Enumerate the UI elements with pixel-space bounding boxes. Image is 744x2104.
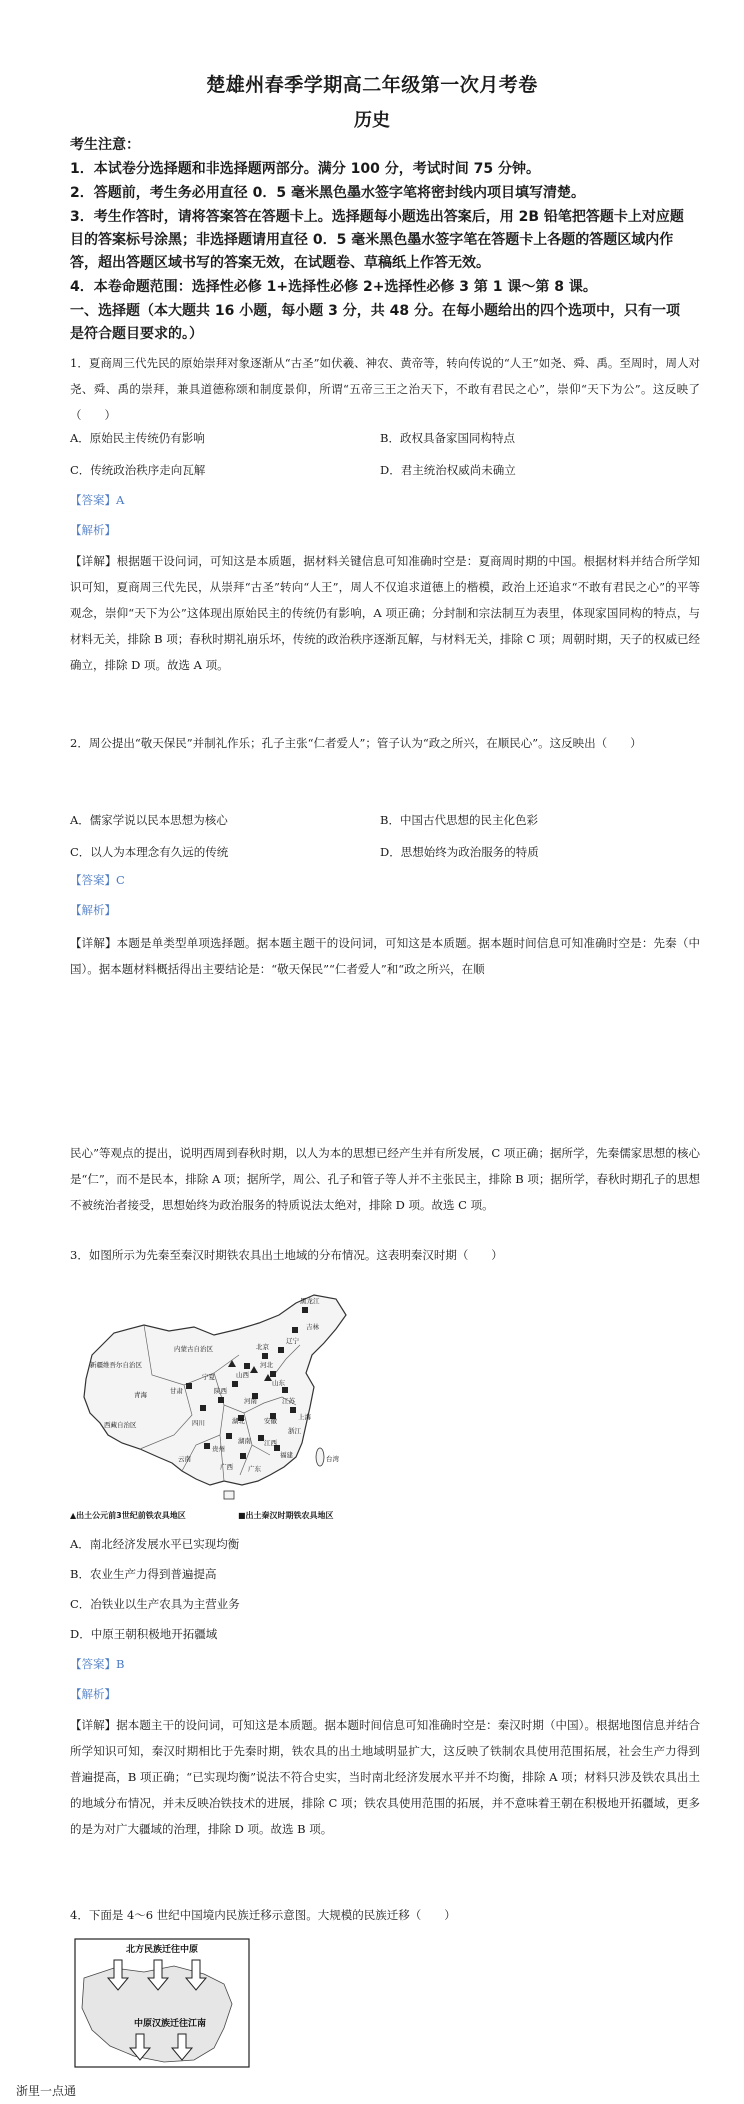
q4-stem: 4．下面是 4～6 世纪中国境内民族迁移示意图。大规模的民族迁移（ ） (70, 1908, 456, 1922)
q1-detail: 【详解】根据题干设问词，可知这是本质题，据材料关键信息可知准确时空是：夏商周时期的中国。根据材料并结合所学知识可知，夏商周三代先民，从崇拜“古圣”转向“人王”，周人不仅追求道德上的楷模，政治上还追求“不敢有君民之心”的平等观念，崇仰“天下为公”这体现出原始民主的传统仍有影响，A 项正确；分封制和宗法制互为表里，体现家国同构的特点，与材料无关，排除 B 项；春秋时期礼崩乐坏，传统的政治秩序逐渐瓦解，与材料无关，排除 C 项；周朝时期，天子的权威已经确立，排除 D 项。故选 A 项。 (70, 554, 700, 672)
map-label-yunnan: 云南 (178, 1455, 191, 1463)
q1-option-c: C．传统政治秩序走向瓦解 (70, 463, 206, 477)
q2-option-c: C．以人为本理念有久远的传统 (70, 845, 229, 859)
q2-detail: 【详解】本题是单类型单项选择题。据本题主题干的设问词，可知这是本质题。据本题时间信息可知准确时空是：先秦（中国）。据本题材料概括得出主要结论是：“敬天保民”“仁者爱人”和“政之所兴，在顺 (70, 936, 700, 976)
q3-option-c: C．冶铁业以生产农具为主营业务 (70, 1597, 240, 1611)
map-label-gansu: 甘肃 (170, 1387, 183, 1395)
q3-analysis: 【解析】 (70, 1687, 116, 1701)
map-legend-bc: ▲出土公元前3世纪前铁农具地区 (70, 1511, 186, 1520)
q3-detail: 【详解】据本题主干的设问词，可知这是本质题。据本题时间信息可知准确时空是：秦汉时期（中国）。根据地图信息并结合所学知识可知，秦汉时期相比于先秦时期，铁农具的出土地域明显扩大，这反映了铁制农具使用范围拓展，社会生产力得到普遍提高，B 项正确；“已实现均衡”说法不符合史实，当时南北经济发展水平并不均衡，排除 A 项；材料只涉及铁农具出土的地域分布情况，并未反映冶铁技术的进展，排除 C 项；铁农具使用范围的拓展，并不意味着王朝在积极地开拓疆域，更多的是为对广大疆域的治理，排除 D 项。故选 B 项。 (70, 1718, 700, 1836)
q2-answer: 【答案】C (70, 873, 125, 887)
q1-answer: 【答案】A (70, 493, 125, 507)
notice-item-1: 1．本试卷分选择题和非选择题两部分。满分 100 分，考试时间 75 分钟。 (70, 161, 540, 177)
map-label-ningxia: 宁夏 (202, 1373, 215, 1381)
map-label-henan: 河南 (244, 1397, 257, 1405)
china-map-figure (74, 1285, 374, 1505)
map-label-jiangxi: 江西 (264, 1439, 277, 1447)
map-label-jilin: 吉林 (306, 1323, 319, 1331)
map-label-heilongjiang: 黑龙江 (300, 1297, 320, 1305)
notice-item-3: 3．考生作答时，请将答案答在答题卡上。选择题每小题选出答案后，用 2B 铅笔把答题卡上对应题目的答案标号涂黑；非选择题请用直径 0．5 毫米黑色墨水签字笔在答题卡上各题的答题区域内作答，超出答题区域书写的答案无效，在试题卷、草稿纸上作答无效。 (70, 209, 684, 271)
map-label-jiangsu: 江苏 (282, 1397, 295, 1405)
notice-item-4: 4．本卷命题范围：选择性必修 1+选择性必修 2+选择性必修 3 第 1 课～第 8 课。 (70, 279, 597, 295)
map-label-taiwan: 台湾 (326, 1455, 339, 1463)
q3-answer: 【答案】B (70, 1657, 125, 1671)
map-label-guizhou: 贵州 (212, 1445, 225, 1453)
map-label-shanxi: 山西 (236, 1371, 249, 1379)
map-label-hebei: 河北 (260, 1361, 273, 1369)
q1-option-d: D．君主统治权威尚未确立 (380, 463, 516, 477)
map-label-anhui: 安徽 (264, 1417, 277, 1425)
migration-map-figure (74, 1938, 250, 2068)
q2-detail-continued: 民心”等观点的提出，说明西周到春秋时期，以人为本的思想已经产生并有所发展，C 项正确；据所学，先秦儒家思想的核心是“仁”，而不是民本，排除 A 项；据所学，周公、孔子和管子等人并不主张民主，排除 B 项；据所学，春秋时期孔子的思想不被统治者接受，思想始终为政治服务的特质说法太绝对，排除 D 项。故选 C 项。 (70, 1146, 700, 1212)
q3-stem: 3．如图所示为先秦至秦汉时期铁农具出土地域的分布情况。这表明秦汉时期（ ） (70, 1248, 503, 1262)
migration-label-south: 中原汉族迁往江南 (133, 2019, 207, 2029)
subject-title: 历史 (354, 110, 390, 131)
hainan-island (224, 1491, 234, 1499)
map-legend-qinhan: ■出土秦汉时期铁农具地区 (238, 1511, 334, 1520)
map-label-liaoning: 辽宁 (286, 1337, 299, 1345)
section-heading: 一、选择题（本大题共 16 小题，每小题 3 分，共 48 分。在每小题给出的四个选项中，只有一项是符合题目要求的。） (70, 303, 680, 342)
map-label-guangdong: 广东 (248, 1465, 261, 1473)
map-label-sichuan: 四川 (192, 1419, 205, 1427)
q2-stem: 2．周公提出“敬天保民”并制礼作乐；孔子主张“仁者爱人”；管子认为“政之所兴，在顺民心”。这反映出（ ） (70, 736, 642, 750)
map-label-xinjiang: 新疆维吾尔自治区 (90, 1361, 142, 1369)
map-label-hubei: 湖北 (232, 1417, 245, 1425)
taiwan-island (316, 1448, 324, 1466)
page-title: 楚雄州春季学期高二年级第一次月考卷 (206, 74, 538, 96)
q1-stem: 1．夏商周三代先民的原始崇拜对象逐渐从“古圣”如伏羲、神农、黄帝等，转向传说的“人王”如尧、舜、禹。至周时，周人对尧、舜、禹的崇拜，兼具道德称颂和制度景仰，所谓“五帝三王之治天下，不敢有君民之心”，崇仰“天下为公”。这反映了（ ） (70, 356, 700, 422)
map-label-xizang: 西藏自治区 (104, 1421, 137, 1429)
q1-option-b: B．政权具备家国同构特点 (380, 431, 515, 445)
map-label-zhejiang: 浙江 (288, 1427, 301, 1435)
map-label-fujian: 福建 (280, 1451, 293, 1459)
map-label-hunan: 湖南 (238, 1437, 251, 1445)
map-label-qinghai: 青海 (134, 1391, 147, 1399)
migration-label-north: 北方民族迁往中原 (125, 1945, 199, 1955)
notice-heading: 考生注意： (70, 137, 140, 153)
q2-option-b: B．中国古代思想的民主化色彩 (380, 813, 538, 827)
map-label-guangxi: 广西 (220, 1463, 233, 1471)
q2-analysis: 【解析】 (70, 903, 116, 917)
q2-option-d: D．思想始终为政治服务的特质 (380, 845, 539, 859)
map-label-shaanxi: 陕西 (214, 1387, 227, 1395)
q2-option-a: A．儒家学说以民本思想为核心 (70, 813, 228, 827)
q3-option-b: B．农业生产力得到普遍提高 (70, 1567, 217, 1581)
q1-analysis: 【解析】 (70, 523, 116, 537)
map-label-neimenggu: 内蒙古自治区 (174, 1345, 213, 1353)
footer-watermark: 浙里一点通 (16, 2084, 77, 2098)
map-label-shandong: 山东 (272, 1379, 285, 1387)
q3-option-a: A．南北经济发展水平已实现均衡 (70, 1537, 240, 1551)
q1-option-a: A．原始民主传统仍有影响 (70, 431, 205, 445)
map-label-beijing: 北京 (256, 1343, 269, 1351)
map-label-shanghai: 上海 (298, 1413, 311, 1421)
notice-item-2: 2．答题前，考生务必用直径 0．5 毫米黑色墨水签字笔将密封线内项目填写清楚。 (70, 185, 585, 201)
q3-option-d: D．中原王朝积极地开拓疆域 (70, 1627, 218, 1641)
